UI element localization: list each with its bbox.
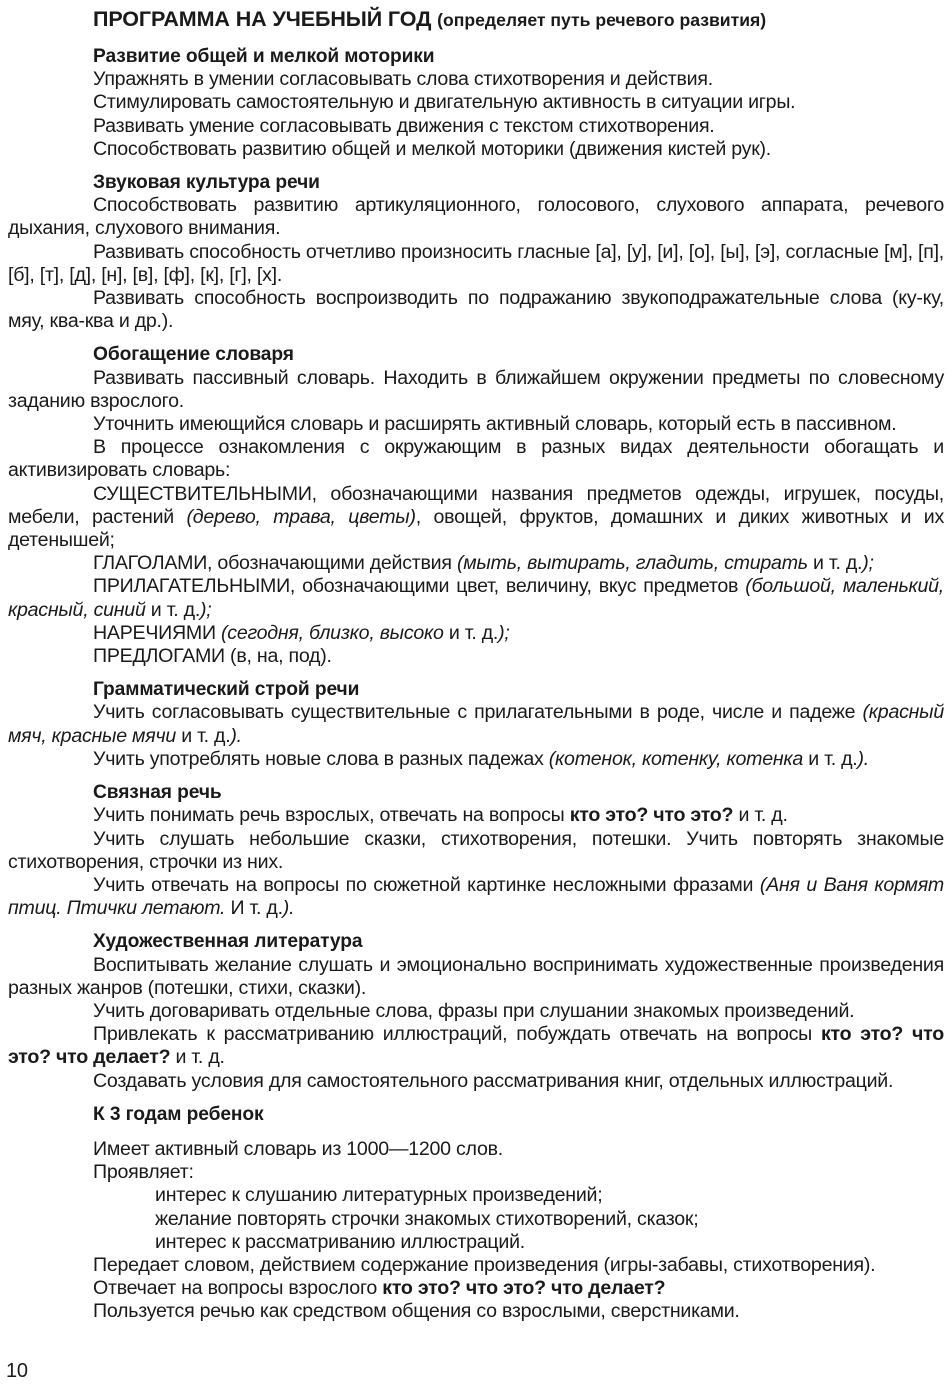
italic-run: (Аня и Ваня кормят птиц. Птички летают. [8,873,944,920]
section-by-age-three [8,1103,944,1324]
title-subtitle: (определяет путь речевого развития) [437,10,767,30]
italic-run: (большой, маленький, красный, синий [8,575,944,621]
page-title [8,6,944,33]
paragraph: Воспитывать желание слушать и эмоционально воспринимать художественные произведения разных жанров (потешки, стихи, сказки). [8,953,944,999]
italic-run: ); [498,621,510,644]
italic-run: (сегодня, близко, высоко [221,621,444,644]
section-motor-skills [8,45,944,161]
italic-run: (мыть, вытирать, гладить, стирать [456,552,808,575]
paragraph: Развивать способность отчетливо произносить гласные [а], [у], [и], [о], [ы], [э], согласные [м], [п], [б], [т], [д], [н], [в], [ф], [к], [г], [х]. [8,240,944,286]
document-page [8,6,944,1334]
italic-run: (красный мяч, красные мячи [8,701,944,747]
paragraph-adverbs [8,622,944,645]
paragraph [8,874,944,920]
title-main: ПРОГРАММА НА УЧЕБНЫЙ ГОД [93,7,432,31]
summary-subitem: интерес к слушанию литературных произведений; [155,1184,603,1207]
paragraph-nouns [8,483,944,553]
italic-run: ). [282,897,295,920]
section-heading: Художественная литература [93,931,363,953]
text-run: и т. д. [807,552,863,575]
paragraph: Уточнить имеющийся словарь и расширять активный словарь, который есть в пассивном. [93,413,897,436]
paragraph [8,804,944,827]
paragraph-prepositions: ПРЕДЛОГАМИ (в, на, под). [93,645,332,668]
text-run: и т. д. [733,804,788,827]
italic-run: ); [200,598,212,621]
summary-line: Проявляет: [93,1161,194,1184]
text-run: Учить отвечать на вопросы по сюжетной картинке несложными фразами [93,873,760,896]
paragraph: В процессе ознакомления с окружающим в разных видах деятельности обогащать и активизировать словарь: [8,436,944,482]
text-run: Учить понимать речь взрослых, отвечать на вопросы [93,804,570,827]
section-heading: Грамматический строй речи [93,679,360,701]
paragraph: Способствовать развитию артикуляционного, голосового, слухового аппарата, речевого дыхания, слухового внимания. [8,194,944,240]
text-run: и т. д. [443,621,499,644]
text-run: и т. д. [145,598,201,621]
summary-subitem: интерес к рассматриванию иллюстраций. [155,1230,525,1253]
paragraph-adjectives [8,575,944,621]
section-coherent-speech [8,781,944,920]
paragraph [8,748,944,771]
text-run: И т. д. [225,897,283,920]
summary-line: Передает словом, действием содержание произведения (игры-забавы, стихотворения). [93,1253,876,1276]
bold-run: кто это? что это? что делает? [8,1023,944,1069]
paragraph [8,1023,944,1069]
bold-run: кто это? что это? [569,804,734,827]
text-run: и т. д. [803,747,858,770]
text-run: ГЛАГОЛАМИ, обозначающими действия [93,552,457,575]
page-number: 10 [6,1360,28,1382]
paragraph: Развивать умение согласовывать движения с текстом стихотворения. [93,114,715,137]
paragraph [8,701,944,747]
text-run: НАРЕЧИЯМИ [93,621,221,644]
text-run: Учить употреблять новые слова в разных падежах [93,747,549,770]
paragraph: Развивать пассивный словарь. Находить в ближайшем окружении предметы по словесному заданию взрослого. [8,366,944,412]
section-grammar [8,678,944,771]
italic-run: (котенок, котенку, котенка [548,747,804,770]
section-vocabulary [8,343,944,668]
section-heading: Развитие общей и мелкой моторики [93,46,435,67]
bold-run: кто это? что это? что делает? [382,1277,666,1300]
section-heading: Звуковая культура речи [93,172,320,194]
text-run: и т. д. [176,724,231,747]
text-run: и т. д. [170,1046,225,1069]
italic-run: ). [230,724,242,747]
paragraph: Стимулировать самостоятельную и двигательную активность в ситуации игры. [93,91,796,114]
summary-line: Имеет активный словарь из 1000—1200 слов. [93,1137,503,1160]
italic-run: (дерево, трава, цветы) [186,505,416,528]
text-run: ПРИЛАГАТЕЛЬНЫМИ, обозначающими цвет, величину, вкус предметов [93,575,746,598]
paragraph: Учить договаривать отдельные слова, фразы при слушании знакомых произведений. [93,999,855,1022]
italic-run: ); [862,552,874,575]
paragraph: Развивать способность воспроизводить по подражанию звукоподражательные слова (ку-ку, мяу, ква-ква и др.). [8,287,944,333]
text-run: Учить согласовывать существительные с прилагательными в роде, числе и падеже [93,701,863,724]
summary-line: Пользуется речью как средством общения со взрослыми, сверстниками. [93,1300,740,1323]
text-run: Привлекать к рассматриванию иллюстраций, побуждать отвечать на вопросы [93,1023,821,1046]
text-run: , овощей, фруктов, домашних и диких животных и их детенышей; [8,505,945,552]
section-heading: Обогащение словаря [93,344,294,366]
section-heading: Связная речь [93,782,222,804]
text-run: Отвечает на вопросы взрослого [93,1277,383,1300]
paragraph: Упражнять в умении согласовывать слова стихотворения и действия. [93,68,713,91]
italic-run: ). [857,747,869,770]
summary-line [8,1277,944,1300]
section-heading: К 3 годам ребенок [93,1103,264,1125]
paragraph: Создавать условия для самостоятельного рассматривания книг, отдельных иллюстраций. [93,1069,894,1092]
section-sound-culture [8,171,944,333]
paragraph: Учить слушать небольшие сказки, стихотворения, потешки. Учить повторять знакомые стихотворения, строчки из них. [8,827,944,873]
text-run: СУЩЕСТВИТЕЛЬНЫМИ, обозначающими названия предметов одежды, игрушек, посуды, мебели, растений [8,482,944,528]
paragraph: Способствовать развитию общей и мелкой моторики (движения кистей рук). [93,137,772,160]
paragraph-verbs [8,552,944,575]
section-literature [8,930,944,1092]
summary-subitem: желание повторять строчки знакомых стихотворений, сказок; [155,1207,699,1230]
